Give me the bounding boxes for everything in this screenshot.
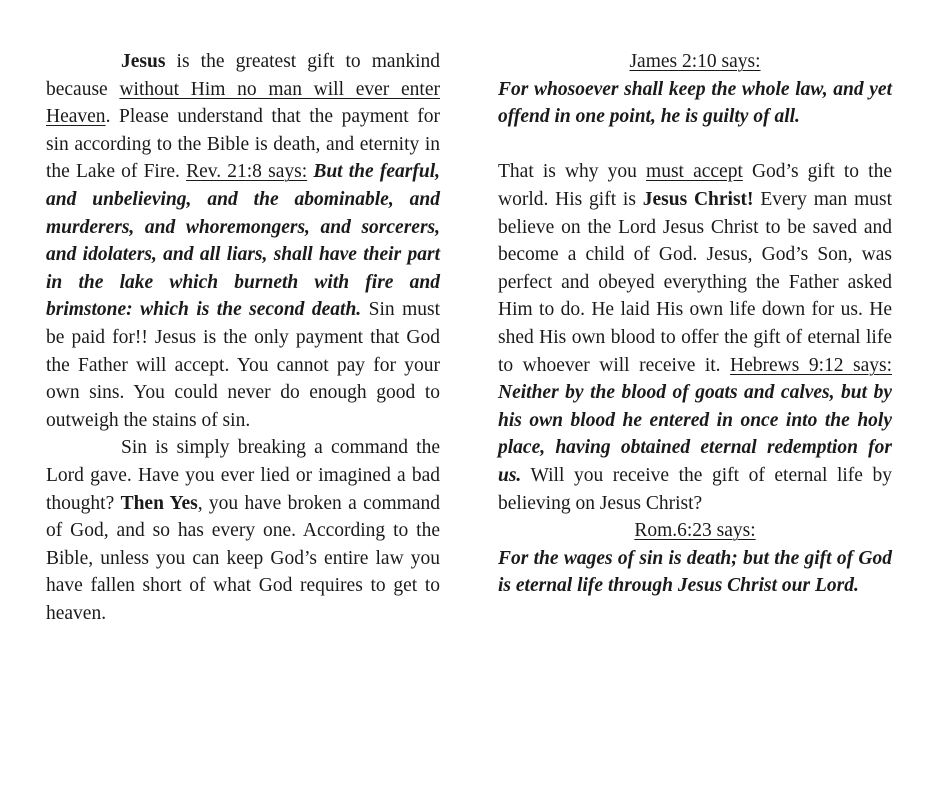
- text-run: , you have broken a command of God, and so has every one. According to the Bible, unless you can keep God’s entire law you have fallen short of what God requires to get to heaven.: [46, 492, 440, 624]
- text-run: . Please understand that the payment for sin according to the Bible is death, and eternity in the Lake of Fire.: [46, 106, 440, 183]
- text-run: is the greatest gift to mankind because: [46, 51, 440, 100]
- scripture-quote-hebrews-9-12: Neither by the blood of goats and calves, but by his own blood he entered in once into the holy place, having obtained eternal redemption for us.: [498, 382, 892, 486]
- underlined-phrase: without Him no man will ever enter Heaven: [46, 78, 440, 128]
- paragraph-gap: [498, 131, 892, 159]
- scripture-reference-james-2-10: [498, 48, 892, 76]
- text-run: Sin must be paid for!! Jesus is the only payment that God the Father will accept. You cannot pay for your own sins. You could never do enough good to outweigh the stains of sin.: [46, 299, 441, 431]
- left-paragraph-1: [46, 48, 440, 434]
- left-column: [46, 48, 440, 627]
- left-paragraph-2: [46, 434, 440, 627]
- text-run: Every man must believe on the Lord Jesus Christ to be saved and become a child of God. Jesus, God’s Son, was perfect and obeyed everything the Father asked Him to do. He laid His own life down for us. He shed His own blood to offer the gift of eternal life to whoever will receive it.: [498, 188, 892, 376]
- scripture-reference-rom-6-23: [498, 517, 892, 545]
- scripture-quote-rev-21-8: But the fearful, and unbelieving, and the abominable, and murderers, and whoremongers, and sorcerers, and idolaters, and all liars, shall have their part in the lake which burneth with fire and brimstone: which is the second death.: [46, 161, 440, 321]
- jesus-emphasis: Jesus: [121, 51, 166, 72]
- text-run: That is why you: [498, 161, 647, 183]
- text-run: Will you receive the gift of eternal life by believing on Jesus Christ?: [498, 464, 892, 514]
- scripture-reference-hebrews-9-12: Hebrews 9:12 says:: [730, 354, 892, 376]
- then-yes-emphasis: Then Yes: [120, 492, 198, 514]
- text-run: God’s gift to the world. His gift is: [498, 161, 892, 210]
- scripture-reference-rev-21-8: Rev. 21:8 says:: [186, 161, 308, 183]
- text-run: Sin is simply breaking a command the Lord gave. Have you ever lied or imagined a bad thought?: [46, 437, 440, 514]
- right-paragraph-1: [498, 158, 892, 517]
- scripture-quote-james-2-10: For whosoever shall keep the whole law, and yet offend in one point, he is guilty of all.: [498, 78, 892, 128]
- reference-text: James 2:10 says:: [629, 51, 761, 72]
- right-column: [498, 48, 892, 600]
- jesus-christ-emphasis: Jesus Christ!: [642, 188, 754, 210]
- reference-text: Rom.6:23 says:: [634, 520, 756, 542]
- scripture-quote-rom-6-23: For the wages of sin is death; but the gift of God is eternal life through Jesus Christ our Lord.: [498, 547, 892, 597]
- underlined-phrase: must accept: [646, 161, 743, 183]
